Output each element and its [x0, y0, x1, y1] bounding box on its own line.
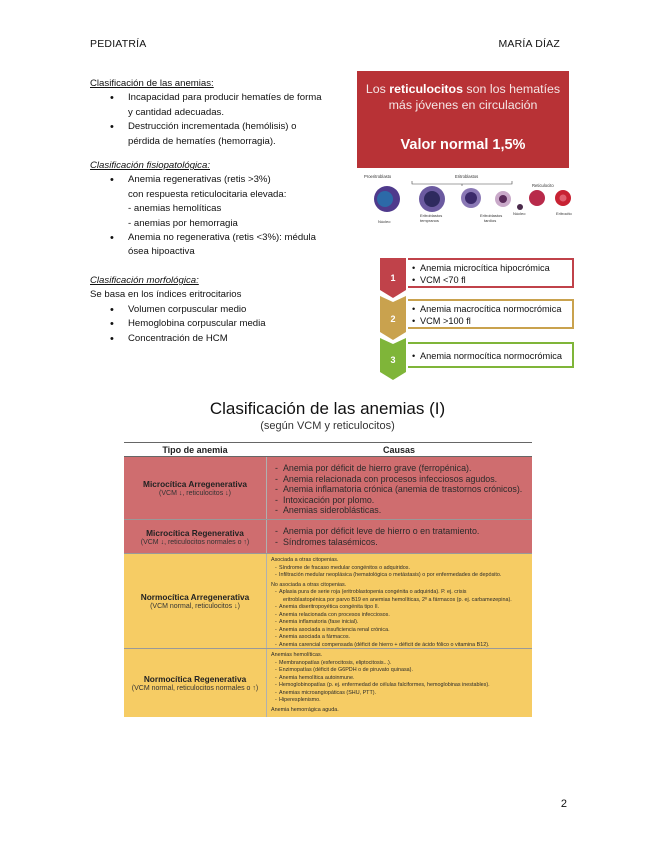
- morphologic-list: [90, 303, 358, 346]
- reticulocyte-normal-value: Valor normal 1,5%: [400, 137, 526, 153]
- list-item-line: - anemias hemolíticas: [128, 203, 222, 215]
- label-late-1: Eritroblastos: [480, 213, 503, 218]
- section-morphologic: [90, 274, 358, 346]
- section-physiopathologic: [90, 159, 358, 260]
- morph-line: • Anemia macrocítica normocrómica: [412, 303, 568, 315]
- retic-suffix: son los hematíes más jóvenes en circulación: [388, 82, 561, 112]
- cause-item: No asociada a otras citopenias.: [271, 581, 347, 588]
- type-subtitle: (VCM ↓, reticulocitos ↓): [159, 490, 231, 497]
- type-cell: [124, 649, 266, 717]
- section-morphologic-title: Clasificación morfológica:: [90, 274, 199, 286]
- cause-item: - Anemia hemolítica autoinmune.: [271, 675, 532, 683]
- label-early-1: Eritroblastos: [420, 213, 443, 218]
- classification-list: [90, 91, 358, 149]
- morph-line: • Anemia normocítica normocrómica: [412, 350, 568, 362]
- morph-row-3: [380, 338, 574, 380]
- causes-cell: [266, 520, 532, 553]
- label-nucleus-1: Núcleo: [378, 219, 391, 224]
- cause-item: - Anemia por déficit leve de hierro o en tratamiento.: [275, 526, 524, 537]
- list-item: • Hemoglobina corpuscular media: [90, 317, 358, 331]
- label-early-2: tempranos: [420, 218, 439, 223]
- section-classification: [90, 77, 358, 149]
- section-physiopathologic-title: Clasificación fisiopatológica:: [90, 160, 210, 172]
- morph-line: • Anemia microcítica hipocrómica: [412, 262, 568, 274]
- morph-row-1: [380, 258, 574, 298]
- erythrocyte-center: [560, 195, 567, 202]
- label-proerythroblast: Proeritroblasto: [364, 174, 392, 179]
- cause-item: - Enzimopatías (déficit de G6PDH o de piruvato quinasa).: [271, 667, 532, 675]
- expelled-nucleus: [517, 204, 523, 210]
- cause-item: - Hemoglobinopatías (p. ej. enfermedad de células falciformes, hemoglobinas inestables).: [271, 682, 532, 690]
- late-erythroblast-nucleus: [499, 195, 507, 203]
- left-text-column: [90, 77, 358, 352]
- physiopathologic-list: [90, 173, 358, 259]
- label-reticulocyte: Reticulocito: [532, 183, 554, 188]
- morph-number-3: 3: [390, 355, 396, 365]
- retic-prefix: Los: [365, 82, 390, 96]
- morph-number-1: 1: [390, 273, 396, 283]
- column-header-type: Tipo de anemia: [124, 442, 266, 457]
- reticulocyte-info-box: [357, 71, 569, 168]
- cause-item: - Infiltración medular neoplásica (hematológica o metástasis) o por enfermedades de depósito.: [271, 572, 532, 580]
- cause-item: - Anemias microangiopáticas (SHU, PTT).: [271, 690, 532, 698]
- cause-item: - Anemia por déficit de hierro grave (ferropénica).: [275, 463, 524, 474]
- list-item-line: ósea hipoactiva: [128, 246, 195, 258]
- list-item-line: - anemias por hemorragia: [128, 217, 238, 229]
- header-left: PEDIATRÍA: [90, 38, 147, 50]
- type-cell: [124, 554, 266, 648]
- cause-item: - Intoxicación por plomo.: [275, 495, 524, 506]
- cause-item: eritroblastopénica por parvo B19 en anemias hemolíticas, 2º a fármacos (p. ej. carbamezepina).: [283, 596, 512, 603]
- list-item: • Concentración de HCM: [90, 332, 358, 346]
- section-classification-title: Clasificación de las anemias:: [90, 78, 214, 89]
- early-erythroblast-nucleus: [424, 191, 440, 207]
- cause-item: - Anemia asociada a fármacos.: [271, 634, 532, 642]
- reticulocyte-description: [363, 82, 563, 113]
- cause-item: Anemias hemolíticas.: [271, 652, 323, 658]
- cause-item: Anemia hemorrágica aguda.: [271, 706, 339, 713]
- list-item: [90, 173, 358, 231]
- list-item: • Volumen corpuscular medio: [90, 303, 358, 317]
- cause-item: - Membranopatías (esferocitosis, eliptocitosis...).: [271, 660, 532, 668]
- label-late-2: tardíos: [484, 218, 497, 223]
- table-row: [124, 457, 532, 520]
- list-item-line: • Anemia regenerativas (retis >3%): [128, 174, 271, 186]
- cause-item: - Hiperesplenismo.: [271, 697, 532, 705]
- label-erythroblasts: Eritroblastos: [455, 174, 479, 179]
- cause-item: - Anemia asociada a insuficiencia renal crónica.: [271, 627, 532, 635]
- type-subtitle: (VCM ↓, reticulocitos normales o ↑): [140, 538, 250, 546]
- cause-item: - Anemia relacionada con procesos infecciosos.: [271, 612, 532, 620]
- erythroblast-bracket: [412, 181, 512, 184]
- erythropoiesis-diagram: [360, 171, 575, 237]
- proerythroblast-nucleus: [377, 191, 393, 207]
- morph-number-2: 2: [390, 314, 396, 324]
- cause-item: - Anemia carencial compensada (déficit de hierro + déficit de ácido fólico o vitamina B12).: [271, 642, 532, 650]
- list-item-line: y cantidad adecuadas.: [128, 106, 225, 118]
- list-item-line: • Destrucción incrementada (hemólisis) o: [128, 121, 297, 133]
- cause-item: - Anemia relacionada con procesos infecciosos agudos.: [275, 474, 524, 485]
- list-item: [90, 120, 358, 149]
- list-item-line: pérdida de hematíes (hemorragia).: [128, 135, 276, 147]
- causes-cell: [266, 457, 532, 519]
- causes-cell: [266, 554, 532, 648]
- table-row: [124, 520, 532, 554]
- table-title: Clasificación de las anemias (I): [209, 399, 446, 418]
- table-row: [124, 649, 532, 717]
- table-row: [124, 554, 532, 649]
- reticulocyte-cell: [529, 190, 545, 206]
- type-name: Normocítica Arregenerativa: [140, 592, 250, 602]
- list-item-line: con respuesta reticulocitaria elevada:: [128, 188, 287, 200]
- retic-bold: reticulocitos: [389, 82, 463, 96]
- morph-box-3: [408, 342, 574, 368]
- morph-box-1: [408, 258, 574, 288]
- label-erythrocyte: Eritrocito: [556, 211, 572, 216]
- label-nucleus-2: Núcleo: [513, 211, 526, 216]
- type-name: Microcítica Regenerativa: [146, 527, 244, 538]
- cause-item: - Anemias sideroblásticas.: [275, 505, 524, 516]
- type-name: Normocítica Regenerativa: [143, 674, 247, 684]
- type-cell: [124, 520, 266, 553]
- list-item-line: • Incapacidad para producir hematíes de forma: [128, 92, 322, 104]
- cause-item: - Aplasia pura de serie roja (eritroblastopenia congénita o adquirida). P. ej. crisis: [271, 589, 532, 597]
- causes-cell: [266, 649, 532, 717]
- cause-item: - Síndromes talasémicos.: [275, 537, 524, 548]
- erythroblast-nucleus: [465, 192, 477, 204]
- cause-item: - Anemia inflamatoria (fase inicial).: [271, 619, 532, 627]
- morphologic-classification-graphic: [380, 258, 574, 380]
- cause-item: - Anemia inflamatoria crónica (anemia de trastornos crónicos).: [275, 484, 524, 495]
- cause-item: - Síndrome de fracaso medular congénitos o adquiridos.: [271, 565, 532, 573]
- type-name: Microcítica Arregenerativa: [143, 479, 247, 489]
- cause-item: Asociada a otras citopenias.: [271, 557, 339, 563]
- table-subtitle: (según VCM y reticulocitos): [260, 420, 395, 432]
- morph-line: • VCM <70 fl: [412, 274, 568, 286]
- list-item: [90, 91, 358, 120]
- list-item: [90, 231, 358, 260]
- header-right: MARÍA DÍAZ: [498, 38, 560, 50]
- morph-row-2: [380, 296, 574, 340]
- type-cell: [124, 457, 266, 519]
- cause-item: - Anemia diseritropoyética congénita tipo II.: [271, 604, 532, 612]
- morph-line: • VCM >100 fl: [412, 315, 568, 327]
- type-subtitle: (VCM normal, reticulocitos normales o ↑): [131, 685, 259, 692]
- column-header-causes: Causas: [266, 442, 532, 457]
- morph-box-2: [408, 299, 574, 329]
- list-item-line: • Anemia no regenerativa (retis <3%): médula: [128, 232, 316, 244]
- page-number: 2: [560, 798, 567, 810]
- type-subtitle: (VCM normal, reticulocitos ↓): [150, 603, 240, 610]
- section-morphologic-intro: Se basa en los índices eritrocitarios: [90, 289, 242, 301]
